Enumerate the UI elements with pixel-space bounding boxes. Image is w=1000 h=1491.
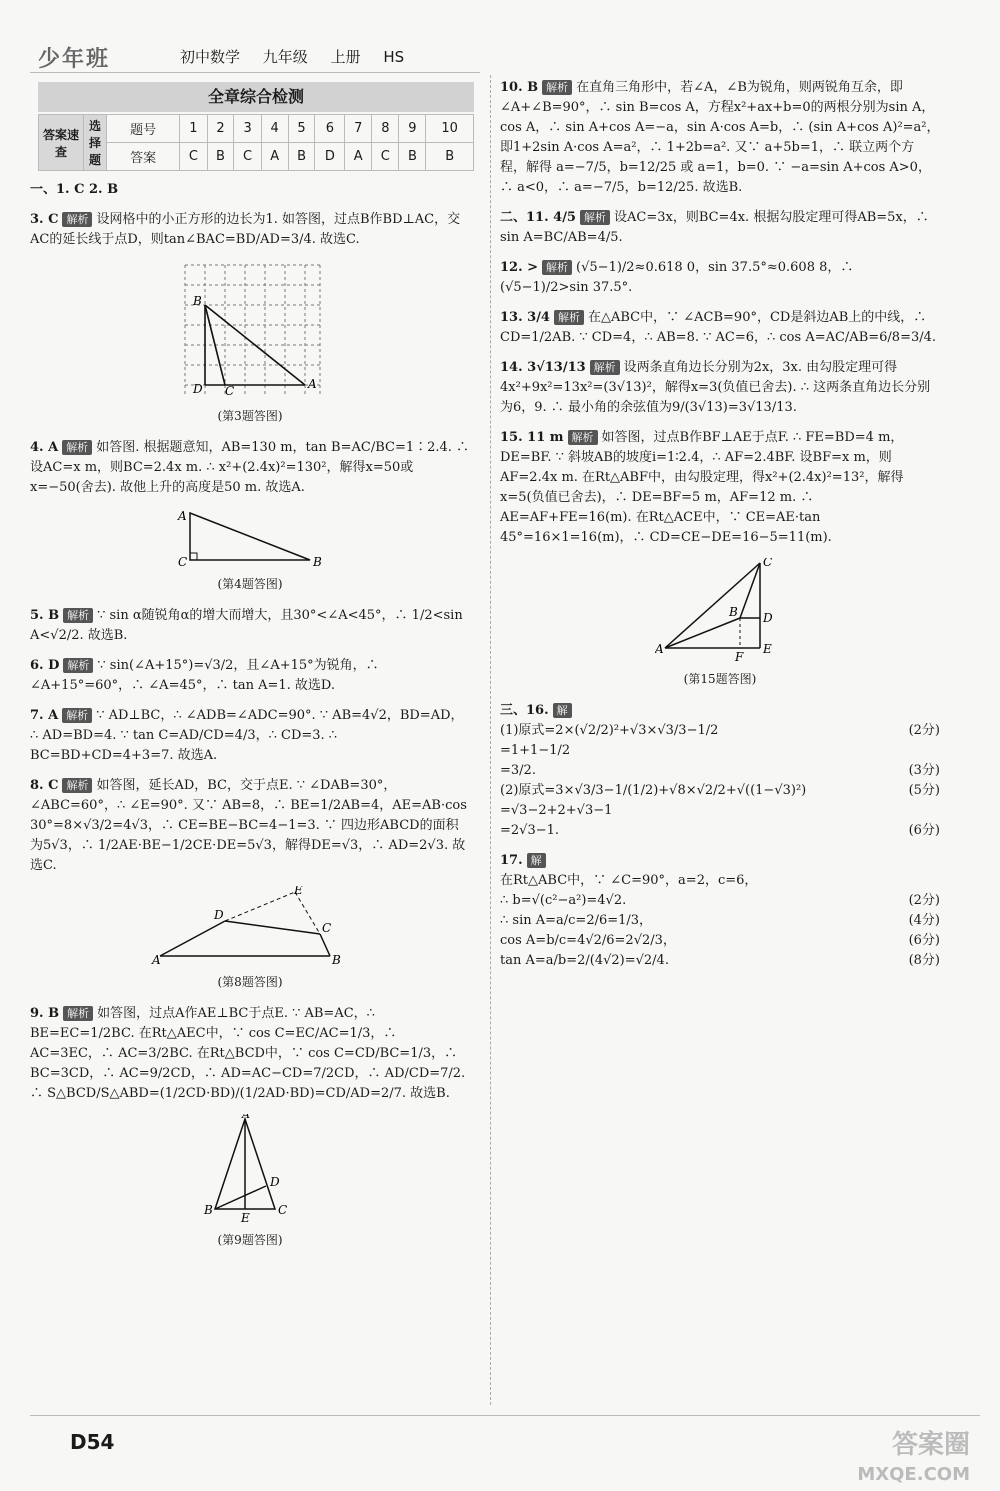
number-head: 题号 [107,115,180,143]
q-answer: C [180,143,207,171]
volume: 上册 [330,48,361,66]
q-answer: B [207,143,234,171]
label-F: F [735,650,744,663]
section-title: 全章综合检测 [38,82,474,112]
label-D: D [270,1175,280,1189]
answer-item: 10. B 解析 在直角三角形中，若∠A，∠B为锐角，则两锐角互余，即∠A+∠B=90°，∴ sin B=cos A，方程x²+ax+b=0的两根分别为sin A，cos A，∴ sin A+cos A=−a，sin A·cos A=b，∴ (sin A+cos A)²=a²，即1+2sin A·cos A=a²，∴ 1+2b=a². 又∵ a+5b=1，∴ 联立两个方程，解得 a=−7/5，b=12/25 或 a=1，b=0. ∵ −a=sin A+cos A>0，∴ a<0，∴ a=−7/5，b=12/25. 故选B. [500,80,940,195]
answer-item: 二、11. 4/5 解析 设AC=3x，则BC=4x. 根据勾股定理可得AB=5x，∴ sin A=BC/AB=4/5. [500,210,929,245]
analysis-tag: 解析 [63,608,93,623]
slope-diagram [655,558,785,663]
q-answer: C [234,143,261,171]
figure-q4 [30,508,470,594]
solution-tag: 解 [527,853,546,868]
q-answer: B [288,143,315,171]
isosceles-diagram [200,1114,300,1224]
answer-item: 7. A 解析 ∵ AD⊥BC，∴ ∠ADB=∠ADC=90°. ∵ AB=4√2，BD=AD，∴ AD=BD=4. ∵ tan C=AD/CD=4/3，∴ CD=3. ∴ BC=BD+CD=4+3=7. 故选A. [30,708,464,763]
right-column [500,78,940,981]
analysis-tag: 解析 [542,260,572,275]
figure-caption: (第15题答图) [683,672,757,686]
analysis-tag: 解析 [62,778,92,793]
analysis-tag: 解析 [568,430,598,445]
answer-table [38,114,474,171]
answer-item: 5. B 解析 ∵ sin α随锐角α的增大而增大，且30°<∠A<45°，∴ 1/2<sin A<√2/2. 故选B. [30,608,463,643]
q-number: 4 [261,115,288,143]
analysis-tag: 解析 [542,80,572,95]
label-E: E [763,642,772,656]
page-number: D54 [70,1430,115,1454]
label-D: D [763,611,773,625]
edition: HS [383,48,405,66]
label-E: E [294,886,303,897]
q-number: 7 [345,115,372,143]
q-answer: B [399,143,426,171]
answer-item: 14. 3√13/13 解析 设两条直角边长分别为2x，3x. 由勾股定理可得4x²+9x²=13x²=(3√13)²，解得x=3(负值已舍去). ∴ 这两条直角边长分别为6，9. ∴ 最小角的余弦值为9/(3√13)=3√13/13. [500,360,931,415]
label-B: B [193,294,202,308]
watermark: 答案圈 MXQE.COM [857,1430,970,1485]
grade: 九年级 [262,48,308,66]
q-number: 9 [399,115,426,143]
label-B: B [729,605,738,619]
analysis-tag: 解析 [580,210,610,225]
answer-table-label: 答案速查 [39,115,84,171]
label-B: B [313,555,322,568]
label-C: C [178,555,188,568]
answer-item: 12. > 解析 (√5−1)/2≈0.618 0，sin 37.5°≈0.608 8，∴ (√5−1)/2>sin 37.5°. [500,260,854,295]
label-A: A [242,1114,250,1121]
answer-item: 一、1. C 2. B [30,182,119,197]
figure-q9 [30,1114,470,1250]
figure-caption: (第9题答图) [217,1233,283,1247]
answer-head: 答案 [107,143,180,171]
answer-item: 9. B 解析 如答图，过点A作AE⊥BC于点E. ∵ AB=AC，∴ BE=EC=1/2BC. 在Rt△AEC中，∵ cos C=EC/AC=1/3，∴ AC=3EC，∴ AC=3/2BC. 在Rt△BCD中，∵ cos C=CD/BC=1/3，∴ BC=3CD，∴ AC=9/2CD，∴ AD=AC−CD=7/2CD，∴ AD/CD=7/2. ∴ S△BCD/S△ABD=(1/2CD·BD)/(1/2AD·BD)=CD/AD=2/7. 故选B. [30,1006,466,1101]
grid-diagram [175,260,325,400]
answer-item-17: 17. 解 在Rt△ABC中，∵ ∠C=90°，a=2，c=6， ∴ b=√(c²−a²)=4√2. (2分) ∴ sin A=a/c=2/6=1/3， (4分) cos A=b/c=4√2/6=2√2/3， (6分) tan A=a/b=2/(4√2)=√2/4. (8分) [500,853,940,968]
q-answer: C [372,143,399,171]
q-number: 3 [234,115,261,143]
analysis-tag: 解析 [63,1006,93,1021]
footer-divider [30,1415,980,1416]
q-answer: A [261,143,288,171]
figure-q15 [500,558,940,689]
q-answer: D [315,143,345,171]
q-number: 6 [315,115,345,143]
analysis-tag: 解析 [590,360,620,375]
left-column [30,180,470,1262]
subject: 初中数学 [180,48,241,66]
brand-logo: 少年班 [38,46,111,72]
column-divider [490,75,491,1405]
solution-tag: 解 [553,703,572,718]
answer-item-16: 三、16. 解 (1)原式=2×(√2/2)²+√3×√3/3−1/2 (2分) =1+1−1/2 =3/2. (3分) (2)原式=3×√3/3−1/(1/2)+√8×√2/2+√((1−√3)²) (5分) =√3−2+2+√3−1 =2√3−1. (6分) [500,703,940,838]
label-B: B [204,1203,213,1217]
answer-item: 13. 3/4 解析 在△ABC中，∵ ∠ACB=90°，CD是斜边AB上的中线，∴ CD=1/2AB. ∵ CD=4，∴ AB=8. ∵ AC=6，∴ cos A=AC/AB=6/8=3/4. [500,310,937,345]
figure-caption: (第3题答图) [217,409,283,423]
label-C: C [763,558,773,569]
label-C: C [225,384,235,398]
figure-q8 [30,886,470,992]
label-E: E [241,1211,250,1224]
answer-item: 6. D 解析 ∵ sin(∠A+15°)=√3/2，且∠A+15°为锐角，∴ ∠A+15°=60°，∴ ∠A=45°，∴ tan A=1. 故选D. [30,658,379,693]
figure-caption: (第8题答图) [217,975,283,989]
header-info [180,46,422,67]
analysis-tag: 解析 [62,708,92,723]
answer-item: 15. 11 m 解析 如答图，过点B作BF⊥AE于点F. ∴ FE=BD=4 m，DE=BF. ∵ 斜坡AB的坡度i=1∶2.4，∴ AF=2.4BF. 设BF=x m，则AF=2.4x m. 在Rt△ABF中，由勾股定理，得x²+(2.4x)²=13²，解得x=5(负值已舍去)，∴ DE=BF=5 m，AF=12 m. ∴ AE=AF+FE=16(m). 在Rt△ACE中，∵ CE=AE·tan 45°=16×1=16(m)，∴ CD=CE−DE=16−5=11(m). [500,430,904,545]
label-C: C [278,1203,288,1217]
label-A: A [308,377,317,391]
quadrilateral-diagram [150,886,350,966]
triangle-diagram [170,508,330,568]
label-D: D [214,908,224,922]
q-number: 10 [426,115,474,143]
choice-label: 选择题 [84,115,107,171]
label-A: A [178,509,187,523]
analysis-tag: 解析 [62,212,92,227]
label-D: D [193,382,203,396]
page-header [30,40,470,76]
analysis-tag: 解析 [554,310,584,325]
answer-item: 8. C 解析 如答图，延长AD，BC，交于点E. ∵ ∠DAB=30°，∠ABC=60°，∴ ∠E=90°. 又∵ AB=8，∴ BE=1/2AB=4，AE=AB·cos 30°=8×√3/2=4√3，∴ CE=BE−BC=4−1=3. ∵ 四边形ABCD的面积为5√3，∴ 1/2AE·BE−1/2CE·DE=5√3，解得DE=√3，∴ AD=2√3. 故选C. [30,778,467,873]
label-A: A [655,642,664,656]
analysis-tag: 解析 [63,658,93,673]
header-divider [30,72,480,73]
answer-item: 4. A 解析 如答图. 根据题意知，AB=130 m，tan B=AC/BC=1∶2.4. ∴ 设AC=x m，则BC=2.4x m. ∴ x²+(2.4x)²=130²，解得x=50或x=−50(舍去). 故他上升的高度是50 m. 故选A. [30,440,470,495]
q-number: 2 [207,115,234,143]
q-number: 5 [288,115,315,143]
analysis-tag: 解析 [62,440,92,455]
figure-q3 [30,260,470,426]
label-A: A [152,953,161,966]
q-answer: B [426,143,474,171]
answer-item: 3. C 解析 设网格中的小正方形的边长为1. 如答图，过点B作BD⊥AC，交AC的延长线于点D，则tan∠BAC=BD/AD=3/4. 故选C. [30,212,461,247]
q-number: 8 [372,115,399,143]
label-C: C [322,921,332,935]
label-B: B [332,953,341,966]
q-answer: A [345,143,372,171]
q-number: 1 [180,115,207,143]
figure-caption: (第4题答图) [217,577,283,591]
